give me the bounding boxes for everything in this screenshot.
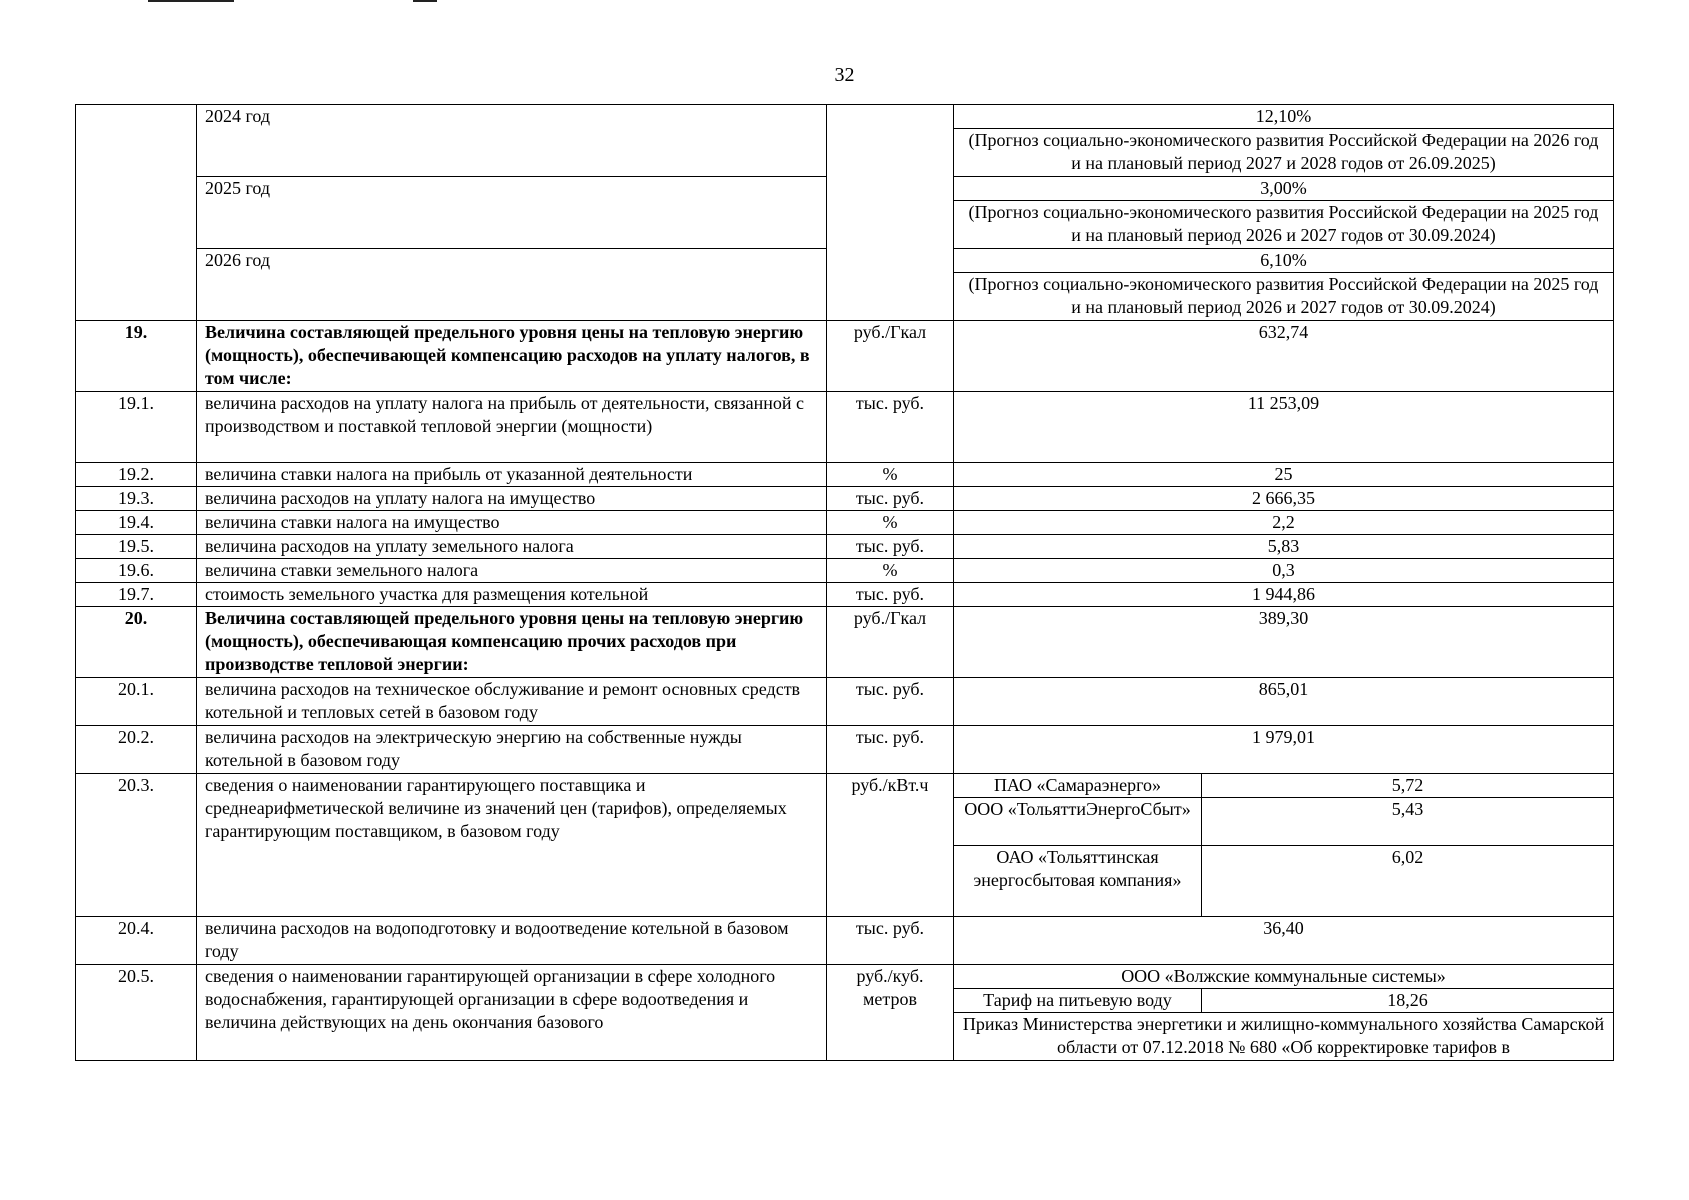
- row-value: 5,83: [954, 535, 1614, 559]
- table-row-19: [76, 321, 1614, 392]
- row-number: 19.7.: [76, 583, 197, 607]
- row-unit: руб./куб. метров: [827, 965, 954, 1061]
- supplier-name: ОАО «Тольяттинская энергосбытовая компания»: [954, 846, 1202, 917]
- supplier-name: ПАО «Самараэнерго»: [954, 774, 1202, 798]
- supplier-value: 5,72: [1202, 774, 1614, 798]
- row-description: величина ставки налога на прибыль от указанной деятельности: [197, 463, 827, 487]
- row-description: величина расходов на уплату налога на имущество: [197, 487, 827, 511]
- table-row-20-1: [76, 678, 1614, 726]
- row-description-text: сведения о наименовании гарантирующей организации в сфере холодного водоснабжения, гарантирующей организации в сфере водоотведения и величина действующих на день окончания базового: [205, 966, 776, 1032]
- row-number: 20.: [76, 607, 197, 678]
- row-unit: %: [827, 559, 954, 583]
- row-description: величина расходов на уплату земельного налога: [197, 535, 827, 559]
- table-row-20-4: [76, 917, 1614, 965]
- row-unit: тыс. руб.: [827, 583, 954, 607]
- row-unit: %: [827, 511, 954, 535]
- unit-cell-blank: [827, 105, 954, 321]
- row-number: 20.5.: [76, 965, 197, 1061]
- row-description: величина ставки налога на имущество: [197, 511, 827, 535]
- table-row-20: [76, 607, 1614, 678]
- row-value: 1 944,86: [954, 583, 1614, 607]
- row-number: 20.3.: [76, 774, 197, 917]
- row-unit: тыс. руб.: [827, 726, 954, 774]
- number-cell-blank: [76, 105, 197, 321]
- row-value: 632,74: [954, 321, 1614, 392]
- row-value: 36,40: [954, 917, 1614, 965]
- table-row-19-7: [76, 583, 1614, 607]
- row-number: 19.2.: [76, 463, 197, 487]
- row-description: стоимость земельного участка для размещения котельной: [197, 583, 827, 607]
- year-source: (Прогноз социально-экономического развития Российской Федерации на 2026 год и на плановый период 2027 и 2028 годов от 26.09.2025): [954, 129, 1614, 177]
- table-row-20-3: [76, 774, 1614, 798]
- row-unit: тыс. руб.: [827, 535, 954, 559]
- row-description: величина ставки земельного налога: [197, 559, 827, 583]
- row-number: 20.4.: [76, 917, 197, 965]
- supplier-value: 6,02: [1202, 846, 1614, 917]
- table-row-19-1: [76, 392, 1614, 463]
- row-unit: тыс. руб.: [827, 487, 954, 511]
- row-unit: руб./кВт.ч: [827, 774, 954, 917]
- table-row-19-4: [76, 511, 1614, 535]
- row-description: величина расходов на уплату налога на прибыль от деятельности, связанной с производством и поставкой тепловой энергии (мощности): [197, 392, 827, 463]
- row-description: величина расходов на водоподготовку и водоотведение котельной в базовом году: [197, 917, 827, 965]
- row-unit: тыс. руб.: [827, 917, 954, 965]
- supplier-name: ООО «ТольяттиЭнергоСбыт»: [954, 798, 1202, 846]
- year-label: 2025 год: [197, 177, 827, 249]
- row-value: 865,01: [954, 678, 1614, 726]
- row-number: 19.: [76, 321, 197, 392]
- row-number: 20.2.: [76, 726, 197, 774]
- document-table: [75, 104, 1614, 1061]
- row-unit: тыс. руб.: [827, 392, 954, 463]
- row-number: 19.3.: [76, 487, 197, 511]
- row-number: 19.1.: [76, 392, 197, 463]
- table-row-20-2: [76, 726, 1614, 774]
- row-description: Величина составляющей предельного уровня цены на тепловую энергию (мощность), обеспечивающей компенсацию расходов на уплату налогов, в том числе:: [197, 321, 827, 392]
- page-number: 32: [834, 64, 855, 86]
- row-unit: тыс. руб.: [827, 678, 954, 726]
- table-row-19-6: [76, 559, 1614, 583]
- table-row-20-5: [76, 965, 1614, 989]
- row-value: 2 666,35: [954, 487, 1614, 511]
- year-source: (Прогноз социально-экономического развития Российской Федерации на 2025 год и на плановый период 2026 и 2027 годов от 30.09.2024): [954, 273, 1614, 321]
- table-row-2024: [76, 105, 1614, 129]
- row-description: сведения о наименовании гарантирующего поставщика и среднеарифметической величине из значений цен (тарифов), определяемых гарантирующим поставщиком, в базовом году: [197, 774, 827, 917]
- row-value: 11 253,09: [954, 392, 1614, 463]
- row-description: Величина составляющей предельного уровня цены на тепловую энергию (мощность), обеспечивающая компенсацию прочих расходов при производстве тепловой энергии:: [197, 607, 827, 678]
- year-value: 12,10%: [954, 105, 1614, 129]
- table-row-19-3: [76, 487, 1614, 511]
- table-row-19-2: [76, 463, 1614, 487]
- row-unit: %: [827, 463, 954, 487]
- row-value: 0,3: [954, 559, 1614, 583]
- table-row-19-5: [76, 535, 1614, 559]
- supplier-value: 5,43: [1202, 798, 1614, 846]
- row-unit: руб./Гкал: [827, 607, 954, 678]
- row-number: 19.5.: [76, 535, 197, 559]
- year-source: (Прогноз социально-экономического развития Российской Федерации на 2025 год и на плановый период 2026 и 2027 годов от 30.09.2024): [954, 201, 1614, 249]
- row-value: 25: [954, 463, 1614, 487]
- row-description: величина расходов на электрическую энергию на собственные нужды котельной в базовом году: [197, 726, 827, 774]
- scan-mark-left: [148, 0, 234, 2]
- row-number: 19.6.: [76, 559, 197, 583]
- tariff-label: Тариф на питьевую воду: [954, 989, 1202, 1013]
- row-description: величина расходов на техническое обслуживание и ремонт основных средств котельной и тепловых сетей в базовом году: [197, 678, 827, 726]
- row-number: 20.1.: [76, 678, 197, 726]
- row-value: 2,2: [954, 511, 1614, 535]
- year-label: 2024 год: [197, 105, 827, 177]
- row-description: [197, 965, 827, 1061]
- year-label: 2026 год: [197, 249, 827, 321]
- order-reference-text: Приказ Министерства энергетики и жилищно-коммунального хозяйства Самарской области от 07.12.2018 № 680 «Об корректировке тарифов в: [962, 1014, 1605, 1057]
- scan-mark-right: [413, 0, 437, 2]
- year-value: 3,00%: [954, 177, 1614, 201]
- row-value: 389,30: [954, 607, 1614, 678]
- row-number: 19.4.: [76, 511, 197, 535]
- tariff-value: 18,26: [1202, 989, 1614, 1013]
- organization-name: ООО «Волжские коммунальные системы»: [954, 965, 1614, 989]
- year-value: 6,10%: [954, 249, 1614, 273]
- row-value: 1 979,01: [954, 726, 1614, 774]
- order-reference: [954, 1013, 1614, 1061]
- row-unit: руб./Гкал: [827, 321, 954, 392]
